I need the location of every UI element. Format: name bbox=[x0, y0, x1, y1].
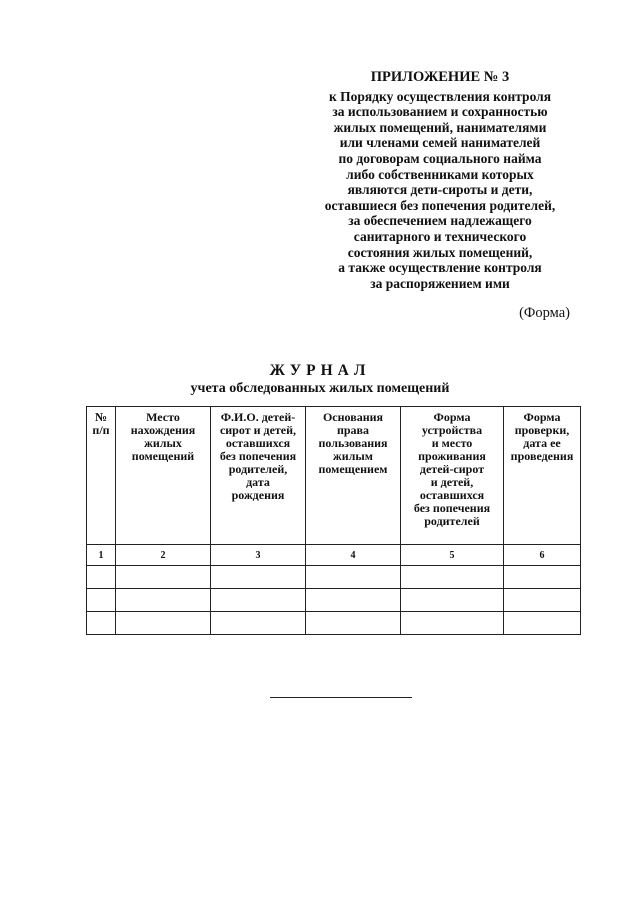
table-cell bbox=[87, 566, 116, 589]
column-header-number: № п/п bbox=[87, 407, 116, 545]
appendix-line: санитарного и технического bbox=[353, 228, 527, 244]
appendix-line: по договорам социального найма bbox=[338, 150, 542, 166]
table-cell bbox=[401, 566, 504, 589]
table-cell bbox=[211, 566, 306, 589]
table-cell bbox=[116, 612, 211, 635]
closing-divider bbox=[270, 697, 412, 698]
appendix-line: за обеспечением надлежащего bbox=[348, 213, 532, 229]
appendix-line: за использованием и сохранностью bbox=[332, 104, 548, 120]
appendix-line: за распоряжением ими bbox=[370, 275, 510, 291]
appendix-line: к Порядку осуществления контроля bbox=[328, 88, 552, 104]
appendix-line: состояния жилых помещений, bbox=[347, 244, 533, 260]
table-cell bbox=[504, 589, 581, 612]
appendix-line: являются дети-сироты и дети, bbox=[347, 182, 533, 198]
column-header-location: Место нахождения жилых помещений bbox=[116, 407, 211, 545]
table-cell bbox=[211, 612, 306, 635]
appendix-line: жилых помещений, нанимателями bbox=[333, 119, 547, 135]
table-cell bbox=[211, 589, 306, 612]
table-cell bbox=[306, 566, 401, 589]
table-cell bbox=[401, 589, 504, 612]
appendix-line: либо собственниками которых bbox=[346, 166, 534, 182]
table-header-row bbox=[87, 407, 581, 545]
column-number: 3 bbox=[211, 545, 306, 566]
appendix-line: или членами семей нанимателей bbox=[339, 135, 541, 151]
table-row bbox=[87, 612, 581, 635]
journal-table bbox=[86, 406, 581, 635]
column-number: 6 bbox=[504, 545, 581, 566]
column-header-grounds: Основания права пользования жилым помещением bbox=[306, 407, 401, 545]
journal-title: ЖУРНАЛ bbox=[269, 362, 371, 379]
table-cell bbox=[401, 612, 504, 635]
table-cell bbox=[306, 589, 401, 612]
journal-subtitle: учета обследованных жилых помещений bbox=[190, 381, 450, 396]
table-cell bbox=[116, 589, 211, 612]
column-header-placement: Форма устройства и место проживания детей-сирот и детей, оставшихся без попечения родителей bbox=[401, 407, 504, 545]
table-row bbox=[87, 589, 581, 612]
table-cell bbox=[87, 589, 116, 612]
column-number-row bbox=[87, 545, 581, 566]
column-number: 2 bbox=[116, 545, 211, 566]
appendix-block bbox=[300, 70, 580, 291]
table-cell bbox=[87, 612, 116, 635]
appendix-line: а также осуществление контроля bbox=[338, 260, 542, 276]
form-note: (Форма) bbox=[519, 305, 570, 321]
appendix-line: оставшиеся без попечения родителей, bbox=[324, 197, 556, 213]
column-number: 1 bbox=[87, 545, 116, 566]
column-number: 4 bbox=[306, 545, 401, 566]
column-header-inspection: Форма проверки, дата ее проведения bbox=[504, 407, 581, 545]
table-cell bbox=[306, 612, 401, 635]
appendix-heading: ПРИЛОЖЕНИЕ № 3 bbox=[370, 69, 510, 85]
column-header-children: Ф.И.О. детей- сирот и детей, оставшихся без попечения родителей, дата рождения bbox=[211, 407, 306, 545]
column-number: 5 bbox=[401, 545, 504, 566]
table-cell bbox=[504, 612, 581, 635]
table-cell bbox=[504, 566, 581, 589]
table-cell bbox=[116, 566, 211, 589]
table-row bbox=[87, 566, 581, 589]
